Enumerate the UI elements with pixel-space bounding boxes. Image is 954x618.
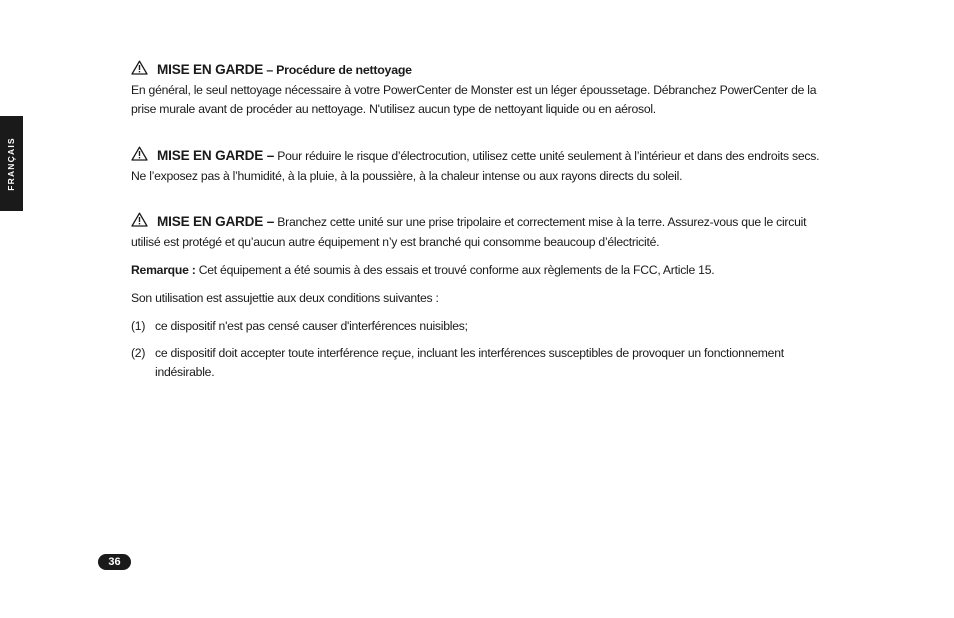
shock-warning: [131, 146, 831, 186]
page-number: 36: [98, 554, 131, 570]
fcc-note: [131, 261, 831, 280]
list-item: [131, 317, 831, 336]
warning-body: Branchez cette unité sur une prise tripolaire et correctement mise à la terre. Assurez-vous que le circuit utilisé est protégé et qu’aucun autre équipement n’y est branché qui consomme beaucoup d’électricité.: [131, 215, 807, 249]
warning-icon: [131, 60, 148, 81]
warning-heading: MISE EN GARDE: [157, 62, 264, 77]
language-label: FRANÇAIS: [6, 137, 16, 191]
warning-body: Pour réduire le risque d’électrocution, utilisez cette unité seulement à l’intérieur et dans des endroits secs. Ne l’exposez pas à l’humidité, à la pluie, à la poussière, à la chaleur intense ou aux rayons directs du soleil.: [131, 149, 820, 183]
language-side-tab: [0, 116, 23, 211]
warning-heading: MISE EN GARDE –: [157, 214, 275, 229]
list-item-text: ce dispositif n'est pas censé causer d'interférences nuisibles;: [155, 319, 468, 333]
list-item-number: (1): [131, 319, 146, 333]
warning-heading: MISE EN GARDE –: [157, 148, 275, 163]
page-content: [131, 60, 831, 382]
warning-body: En général, le seul nettoyage nécessaire à votre PowerCenter de Monster est un léger époussetage. Débranchez PowerCenter de la prise murale avant de procéder au nettoyage. N'utilisez aucun type de nettoyant liquide ou en aérosol.: [131, 83, 817, 116]
list-item-text: ce dispositif doit accepter toute interférence reçue, incluant les interférences susceptibles de provoquer un fonctionnement indésirable.: [155, 346, 784, 379]
conditions-intro: Son utilisation est assujettie aux deux conditions suivantes :: [131, 291, 439, 305]
warning-icon: [131, 212, 148, 233]
note-label: Remarque :: [131, 263, 196, 277]
cleaning-warning: [131, 60, 831, 119]
list-item-number: (2): [131, 346, 146, 360]
warning-icon: [131, 146, 148, 167]
warning-subheading: – Procédure de nettoyage: [266, 63, 412, 77]
list-item: [131, 344, 831, 382]
note-body: Cet équipement a été soumis à des essais et trouvé conforme aux règlements de la FCC, Article 15.: [198, 263, 715, 277]
grounding-warning: [131, 212, 831, 252]
